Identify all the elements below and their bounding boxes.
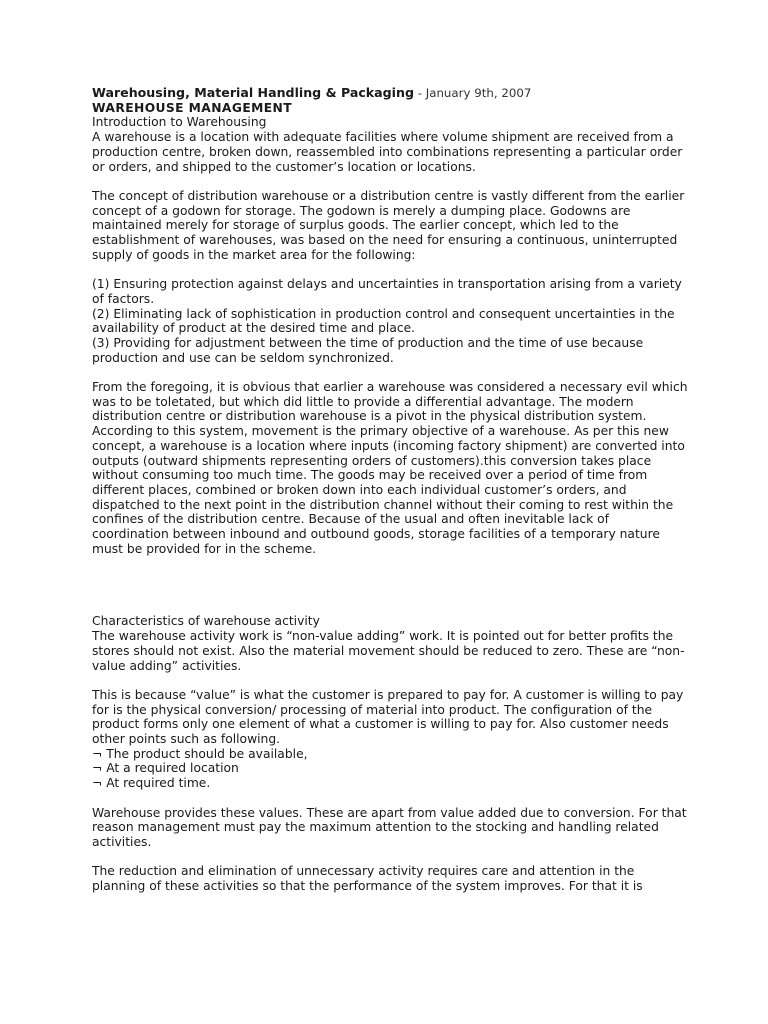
bullet-item-1: ¬ The product should be available,: [92, 747, 688, 762]
document-title: Warehousing, Material Handling & Packaging: [92, 85, 414, 100]
date-separator: -: [413, 86, 426, 100]
characteristics-paragraph-1: The warehouse activity work is “non-value adding” work. It is pointed out for better profits the stores should not exist. Also the material movement should be reduced to zero. These are “non-value adding” activities.: [92, 629, 685, 673]
characteristics-paragraph-4: The reduction and elimination of unnecessary activity requires care and attention in the planning of these activities so that the performance of the system improves. For that it is: [92, 864, 643, 894]
characteristics-paragraph-3: Warehouse provides these values. These are apart from value added due to conversion. For that reason management must pay the maximum attention to the stocking and handling related activities.: [92, 805, 687, 849]
intro-paragraph-1: A warehouse is a location with adequate facilities where volume shipment are received from a production centre, broken down, reassembled into combinations representing a particular order or orders, and shipped to the customer’s location or locations.: [92, 130, 683, 174]
section-heading: WAREHOUSE MANAGEMENT: [92, 100, 293, 115]
bullet-item-3: ¬ At required time.: [92, 776, 688, 791]
document-date: January 9th, 2007: [425, 86, 532, 100]
intro-paragraph-3: From the foregoing, it is obvious that earlier a warehouse was considered a necessary evil which was to be toletated, but which did little to provide a differential advantage. The modern distribution centre or distribution warehouse is a pivot in the physical distribution system. According to this system, movement is the primary objective of a warehouse. As per this new concept, a warehouse is a location where inputs (incoming factory shipment) are converted into outputs (outward shipments representing orders of customers).this conversion takes place without consuming too much time. The goods may be received over a period of time from different places, combined or broken down into each individual customer’s orders, and dispatched to the next point in the distribution channel without their coming to rest within the confines of the distribution centre. Because of the usual and often inevitable lack of coordination between inbound and outbound goods, storage facilities of a temporary nature must be provided for in the scheme.: [92, 380, 688, 556]
characteristics-subheading: Characteristics of warehouse activity: [92, 614, 320, 629]
list-item-1: (1) Ensuring protection against delays and uncertainties in transportation arising from a variety of factors.: [92, 277, 682, 306]
list-item-2: (2) Eliminating lack of sophistication in production control and consequent uncertainties in the availability of product at the desired time and place.: [92, 306, 675, 336]
intro-paragraph-2: The concept of distribution warehouse or a distribution centre is vastly different from the earlier concept of a godown for storage. The godown is merely a dumping place. Godowns are maintained merely for storage of surplus goods. The earlier concept, which led to the establishment of warehouses, was based on the need for ensuring a continuous, uninterrupted supply of goods in the market area for the following:: [92, 188, 685, 262]
bullet-item-2: ¬ At a required location: [92, 761, 688, 776]
characteristics-paragraph-2: This is because “value” is what the customer is prepared to pay for. A customer is willing to pay for is the physical conversion/ processing of material into product. The configuration of the product forms only one element of what a customer is willing to pay for. Also customer needs other points such as following.: [92, 687, 684, 747]
intro-subheading: Introduction to Warehousing: [92, 115, 267, 130]
document-page: [92, 86, 688, 894]
list-item-3: (3) Providing for adjustment between the time of production and the time of use because production and use can be seldom synchronized.: [92, 335, 644, 365]
document-title-line: [92, 86, 688, 101]
